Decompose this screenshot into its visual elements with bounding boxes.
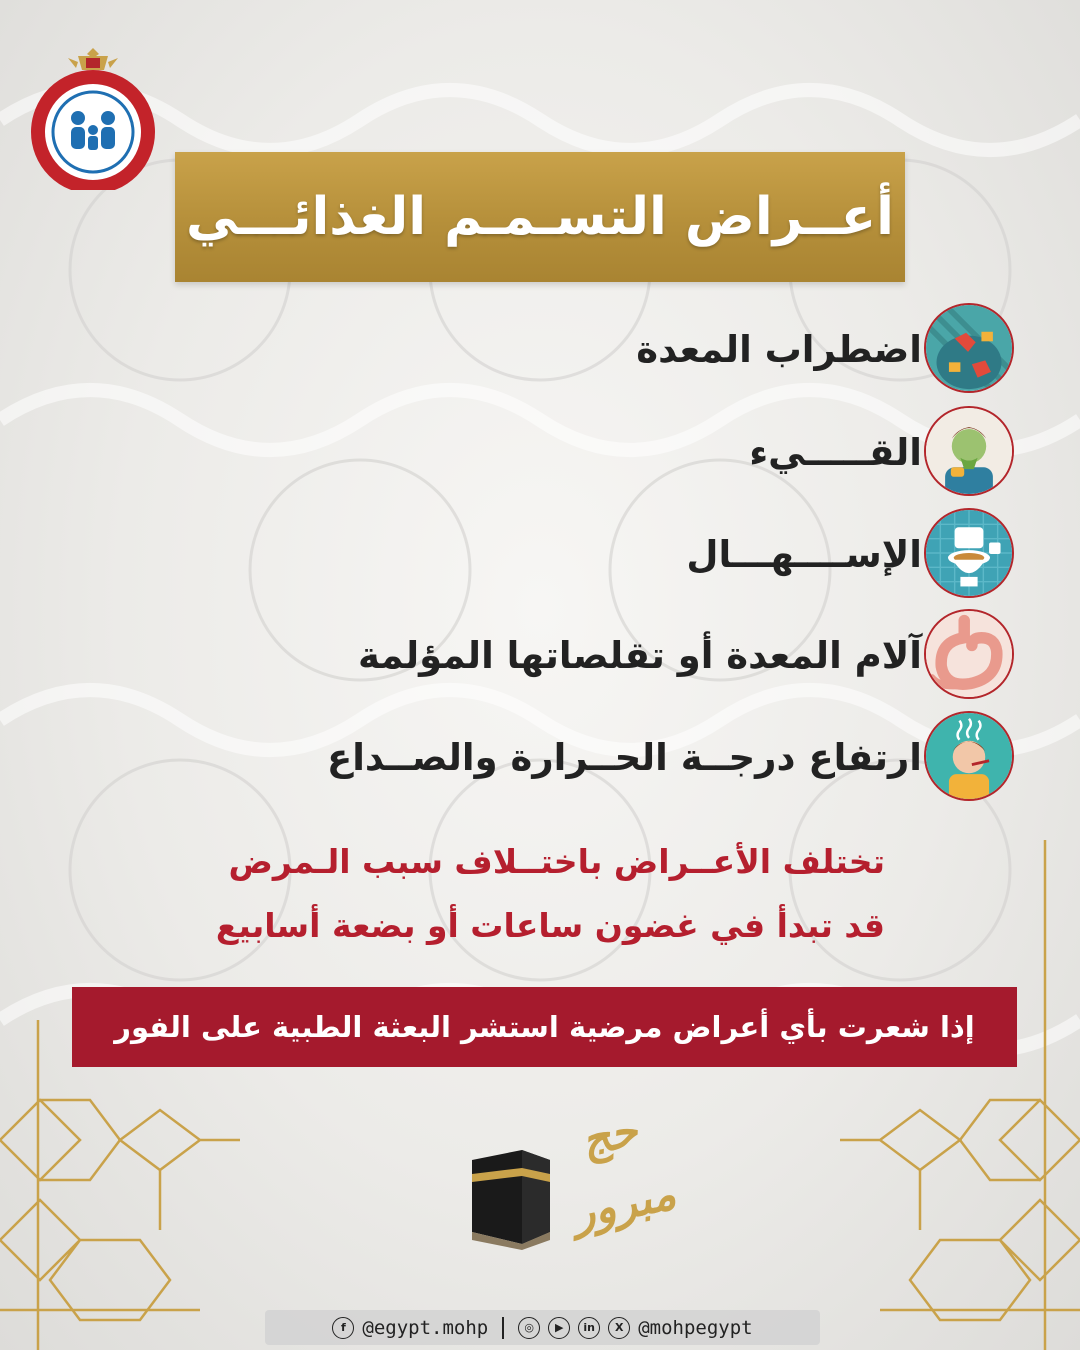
toilet-icon: [924, 508, 1014, 598]
symptom-label: القـــــيء: [749, 430, 922, 474]
symptom-item: [150, 406, 922, 498]
stomach-icon: [924, 609, 1014, 699]
symptom-label: الإســــهـــال: [686, 532, 922, 576]
facebook-handle[interactable]: @egypt.mohp: [362, 1316, 489, 1339]
instagram-icon[interactable]: ◎: [518, 1317, 540, 1339]
linkedin-icon[interactable]: in: [578, 1317, 600, 1339]
kaaba-icon: [462, 1140, 552, 1250]
symptom-label: ارتفاع درجــة الحــرارة والصــداع: [326, 735, 922, 779]
cta-banner: [72, 987, 1017, 1067]
symptom-label: آلام المعدة أو تقلصاتها المؤلمة: [358, 633, 922, 677]
vomiting-icon: [924, 406, 1014, 496]
symptom-item: [150, 711, 922, 803]
gold-ornament: [0, 840, 1080, 1350]
symptom-item: [150, 508, 922, 600]
stomach-upset-icon: [924, 303, 1014, 393]
symptom-item: [150, 609, 922, 701]
social-handle[interactable]: @mohpegypt: [638, 1316, 753, 1339]
x-icon[interactable]: X: [608, 1317, 630, 1339]
ministry-logo: [28, 40, 158, 190]
fever-icon: [924, 711, 1014, 801]
facebook-icon[interactable]: f: [332, 1317, 354, 1339]
youtube-icon[interactable]: ▶: [548, 1317, 570, 1339]
greeting-calligraphy: حج مبرور: [568, 1104, 681, 1240]
symptom-label: اضطراب المعدة: [636, 327, 922, 371]
footer-social-bar: [265, 1310, 820, 1345]
title-banner: [175, 152, 905, 282]
footer-divider: [502, 1317, 504, 1339]
symptom-item: [150, 303, 922, 395]
cta-text: إذا شعرت بأي أعراض مرضية استشر البعثة الطبية على الفور: [114, 1010, 975, 1044]
note-line: قد تبدأ في غضون ساعات أو بضعة أسابيع: [215, 906, 885, 945]
page-title: أعــراض التسـمـم الغذائـــي: [186, 187, 894, 247]
note-line: تختلف الأعــراض باختــلاف سبب الـمرض: [228, 842, 885, 881]
